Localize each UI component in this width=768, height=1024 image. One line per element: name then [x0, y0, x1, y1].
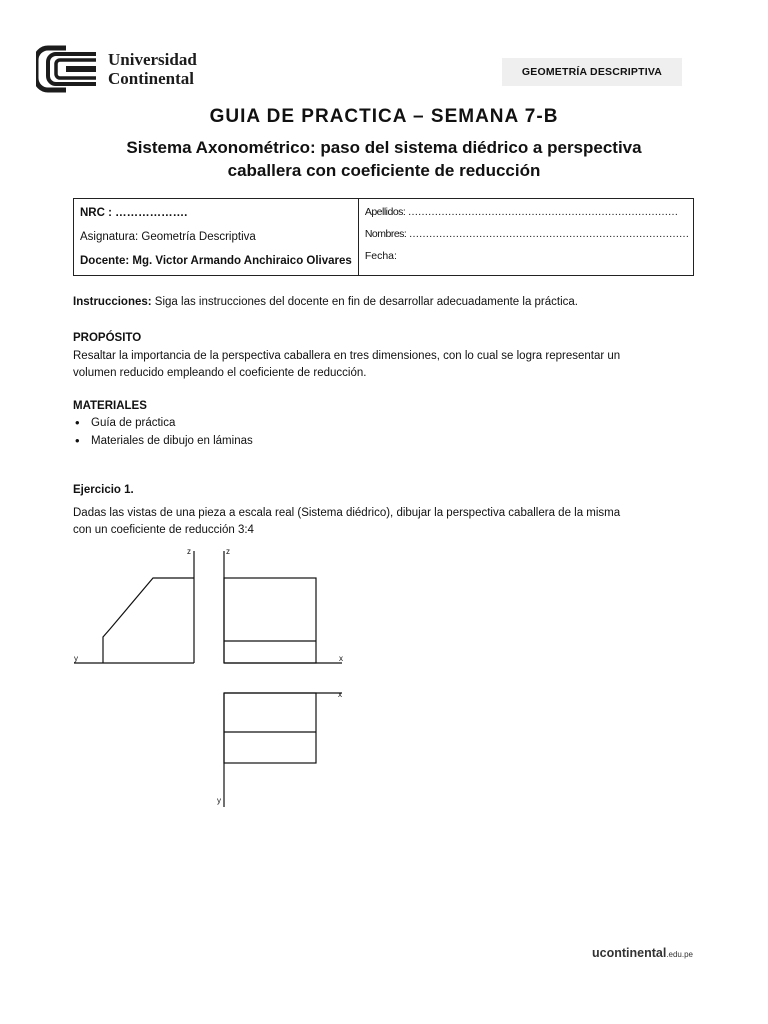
- axis-label-x-front: x: [339, 654, 343, 663]
- name-field: Nombres: …………………………………………………………………………: [364, 228, 689, 240]
- exercise-line1: Dadas las vistas de una pieza a escala real (Sistema diédrico), dibujar la perspectiva caballera de la misma: [73, 507, 621, 519]
- page-title: GUIA DE PRACTICA – SEMANA 7-B: [209, 106, 559, 127]
- subject-field: Asignatura: Geometría Descriptiva: [80, 231, 256, 243]
- profile-view-outline: [103, 578, 194, 663]
- footer-brand: [592, 946, 693, 960]
- top-view-outline: [224, 693, 316, 763]
- axis-label-y-bottom: y: [217, 796, 221, 805]
- instructions: [73, 294, 695, 311]
- subtitle-line1: Sistema Axonométrico: paso del sistema diédrico a perspectiva: [126, 138, 642, 157]
- course-info: [74, 199, 359, 275]
- list-item: • Guía de práctica: [73, 414, 695, 432]
- exercise-line2: con un coeficiente de reducción 3:4: [73, 524, 254, 536]
- student-info-table: [73, 198, 694, 276]
- axis-label-y-left: y: [74, 654, 78, 663]
- nrc-field: NRC : ……………….: [80, 207, 188, 219]
- axis-label-z-right: z: [226, 547, 230, 556]
- footer-brand-name: ucontinental: [592, 946, 667, 960]
- teacher-field: Docente: Mg. Victor Armando Anchiraico Olivares: [80, 255, 352, 267]
- instructions-text: Siga las instrucciones del docente en fin de desarrollar adecuadamente la práctica.: [151, 296, 579, 308]
- surname-field: Apellidos: ………………………………………………………………………: [364, 206, 678, 218]
- instructions-label: Instrucciones:: [73, 296, 152, 308]
- axis-label-z-left: z: [187, 547, 191, 556]
- purpose-line1: Resaltar la importancia de la perspectiva caballera en tres dimensiones, con lo cual se logra representar un: [73, 350, 621, 362]
- date-field: Fecha:: [364, 250, 397, 262]
- axis-label-x-top: x: [338, 690, 342, 699]
- university-name: [108, 50, 197, 88]
- course-tag: GEOMETRÍA DESCRIPTIVA: [502, 58, 682, 86]
- purpose-line2: volumen reducido empleando el coeficiente de reducción.: [73, 367, 367, 379]
- university-line2: Continental: [108, 69, 194, 88]
- university-line1: Universidad: [108, 50, 197, 69]
- purpose-heading: PROPÓSITO: [73, 332, 142, 344]
- list-item: • Materiales de dibujo en láminas: [73, 432, 695, 450]
- orthographic-views-drawing: [60, 545, 360, 815]
- exercise-text: [73, 505, 695, 539]
- purpose-text: [73, 348, 695, 382]
- page-subtitle: [0, 136, 768, 182]
- front-view-outline: [224, 578, 316, 663]
- subtitle-line2: caballera con coeficiente de reducción: [227, 161, 541, 180]
- materials-list: [73, 414, 695, 450]
- materials-heading: MATERIALES: [73, 400, 147, 412]
- footer-domain: .edu.pe: [666, 950, 694, 959]
- student-fields: [359, 199, 695, 275]
- exercise-heading: Ejercicio 1.: [73, 484, 134, 496]
